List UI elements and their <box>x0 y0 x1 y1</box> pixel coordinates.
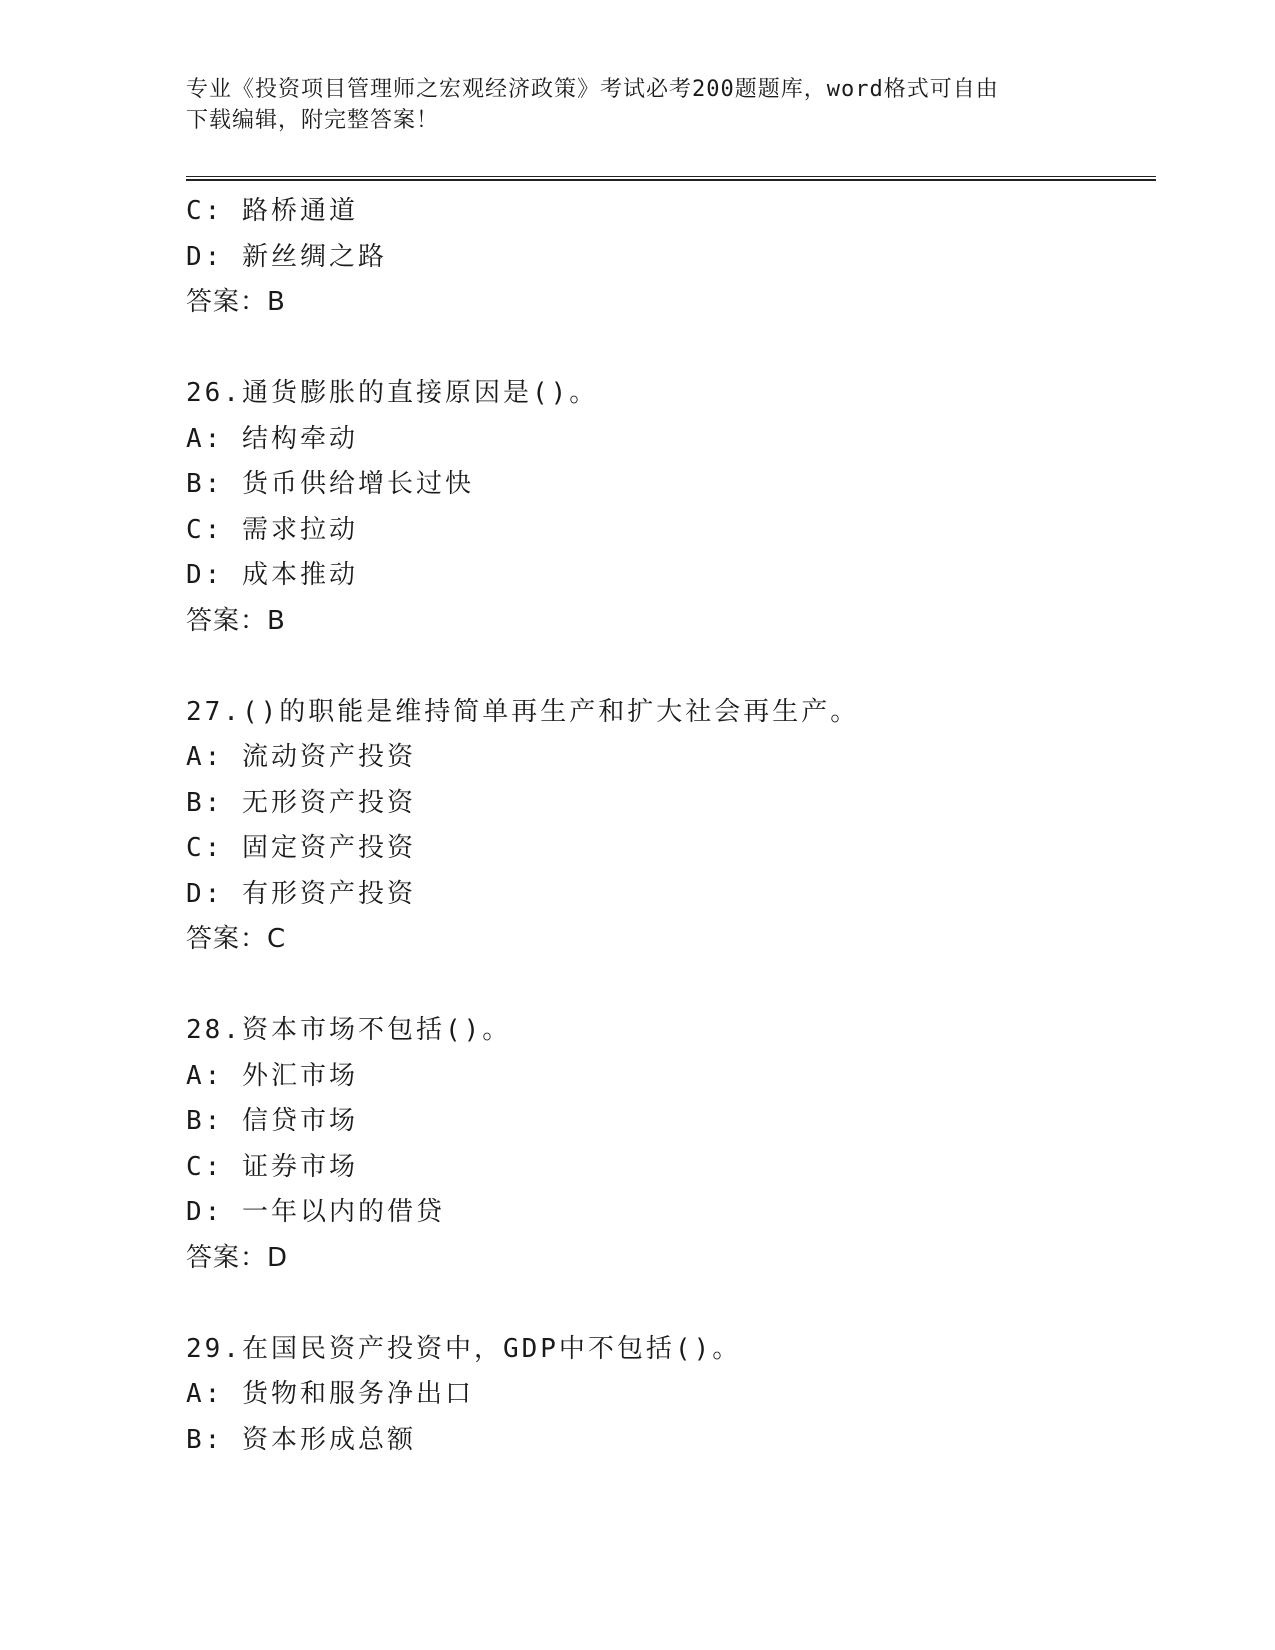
option-a: A: 流动资产投资 <box>186 742 416 772</box>
answer: 答案：B <box>186 287 286 317</box>
question-list <box>186 189 1156 1463</box>
option-b: B: 信贷市场 <box>186 1106 358 1136</box>
answer: 答案：B <box>186 605 286 636</box>
option-c: C: 证券市场 <box>186 1151 358 1182</box>
option-c: C: 需求拉动 <box>186 514 358 545</box>
header-line-2: 下载编辑，附完整答案！ <box>186 108 440 133</box>
option-b: B: 资本形成总额 <box>186 1424 416 1455</box>
option-d: D: 新丝绸之路 <box>186 241 387 272</box>
answer: 答案：C <box>186 924 287 954</box>
option-d: D: 成本推动 <box>186 560 358 590</box>
option-d: D: 有形资产投资 <box>186 878 416 909</box>
option-a: A: 货物和服务净出口 <box>186 1379 474 1409</box>
header-divider <box>186 176 1156 181</box>
option-a: A: 外汇市场 <box>186 1060 358 1091</box>
header-line-1: 专业《投资项目管理师之宏观经济政策》考试必考200题题库，word格式可自由 <box>186 77 999 102</box>
option-d: D: 一年以内的借贷 <box>186 1197 445 1227</box>
question-stem: 29.在国民资产投资中，GDP中不包括()。 <box>186 1333 742 1364</box>
question-stem: 26.通货膨胀的直接原因是()。 <box>186 378 599 408</box>
question-stem: 28.资本市场不包括()。 <box>186 1015 512 1045</box>
document-header <box>186 74 1086 136</box>
option-c: C: 路桥通道 <box>186 196 358 226</box>
question-stem: 27.()的职能是维持简单再生产和扩大社会再生产。 <box>186 696 860 727</box>
answer: 答案：D <box>186 1242 289 1273</box>
option-b: B: 无形资产投资 <box>186 787 416 818</box>
option-b: B: 货币供给增长过快 <box>186 469 474 499</box>
option-c: C: 固定资产投资 <box>186 833 416 863</box>
option-a: A: 结构牵动 <box>186 423 358 454</box>
